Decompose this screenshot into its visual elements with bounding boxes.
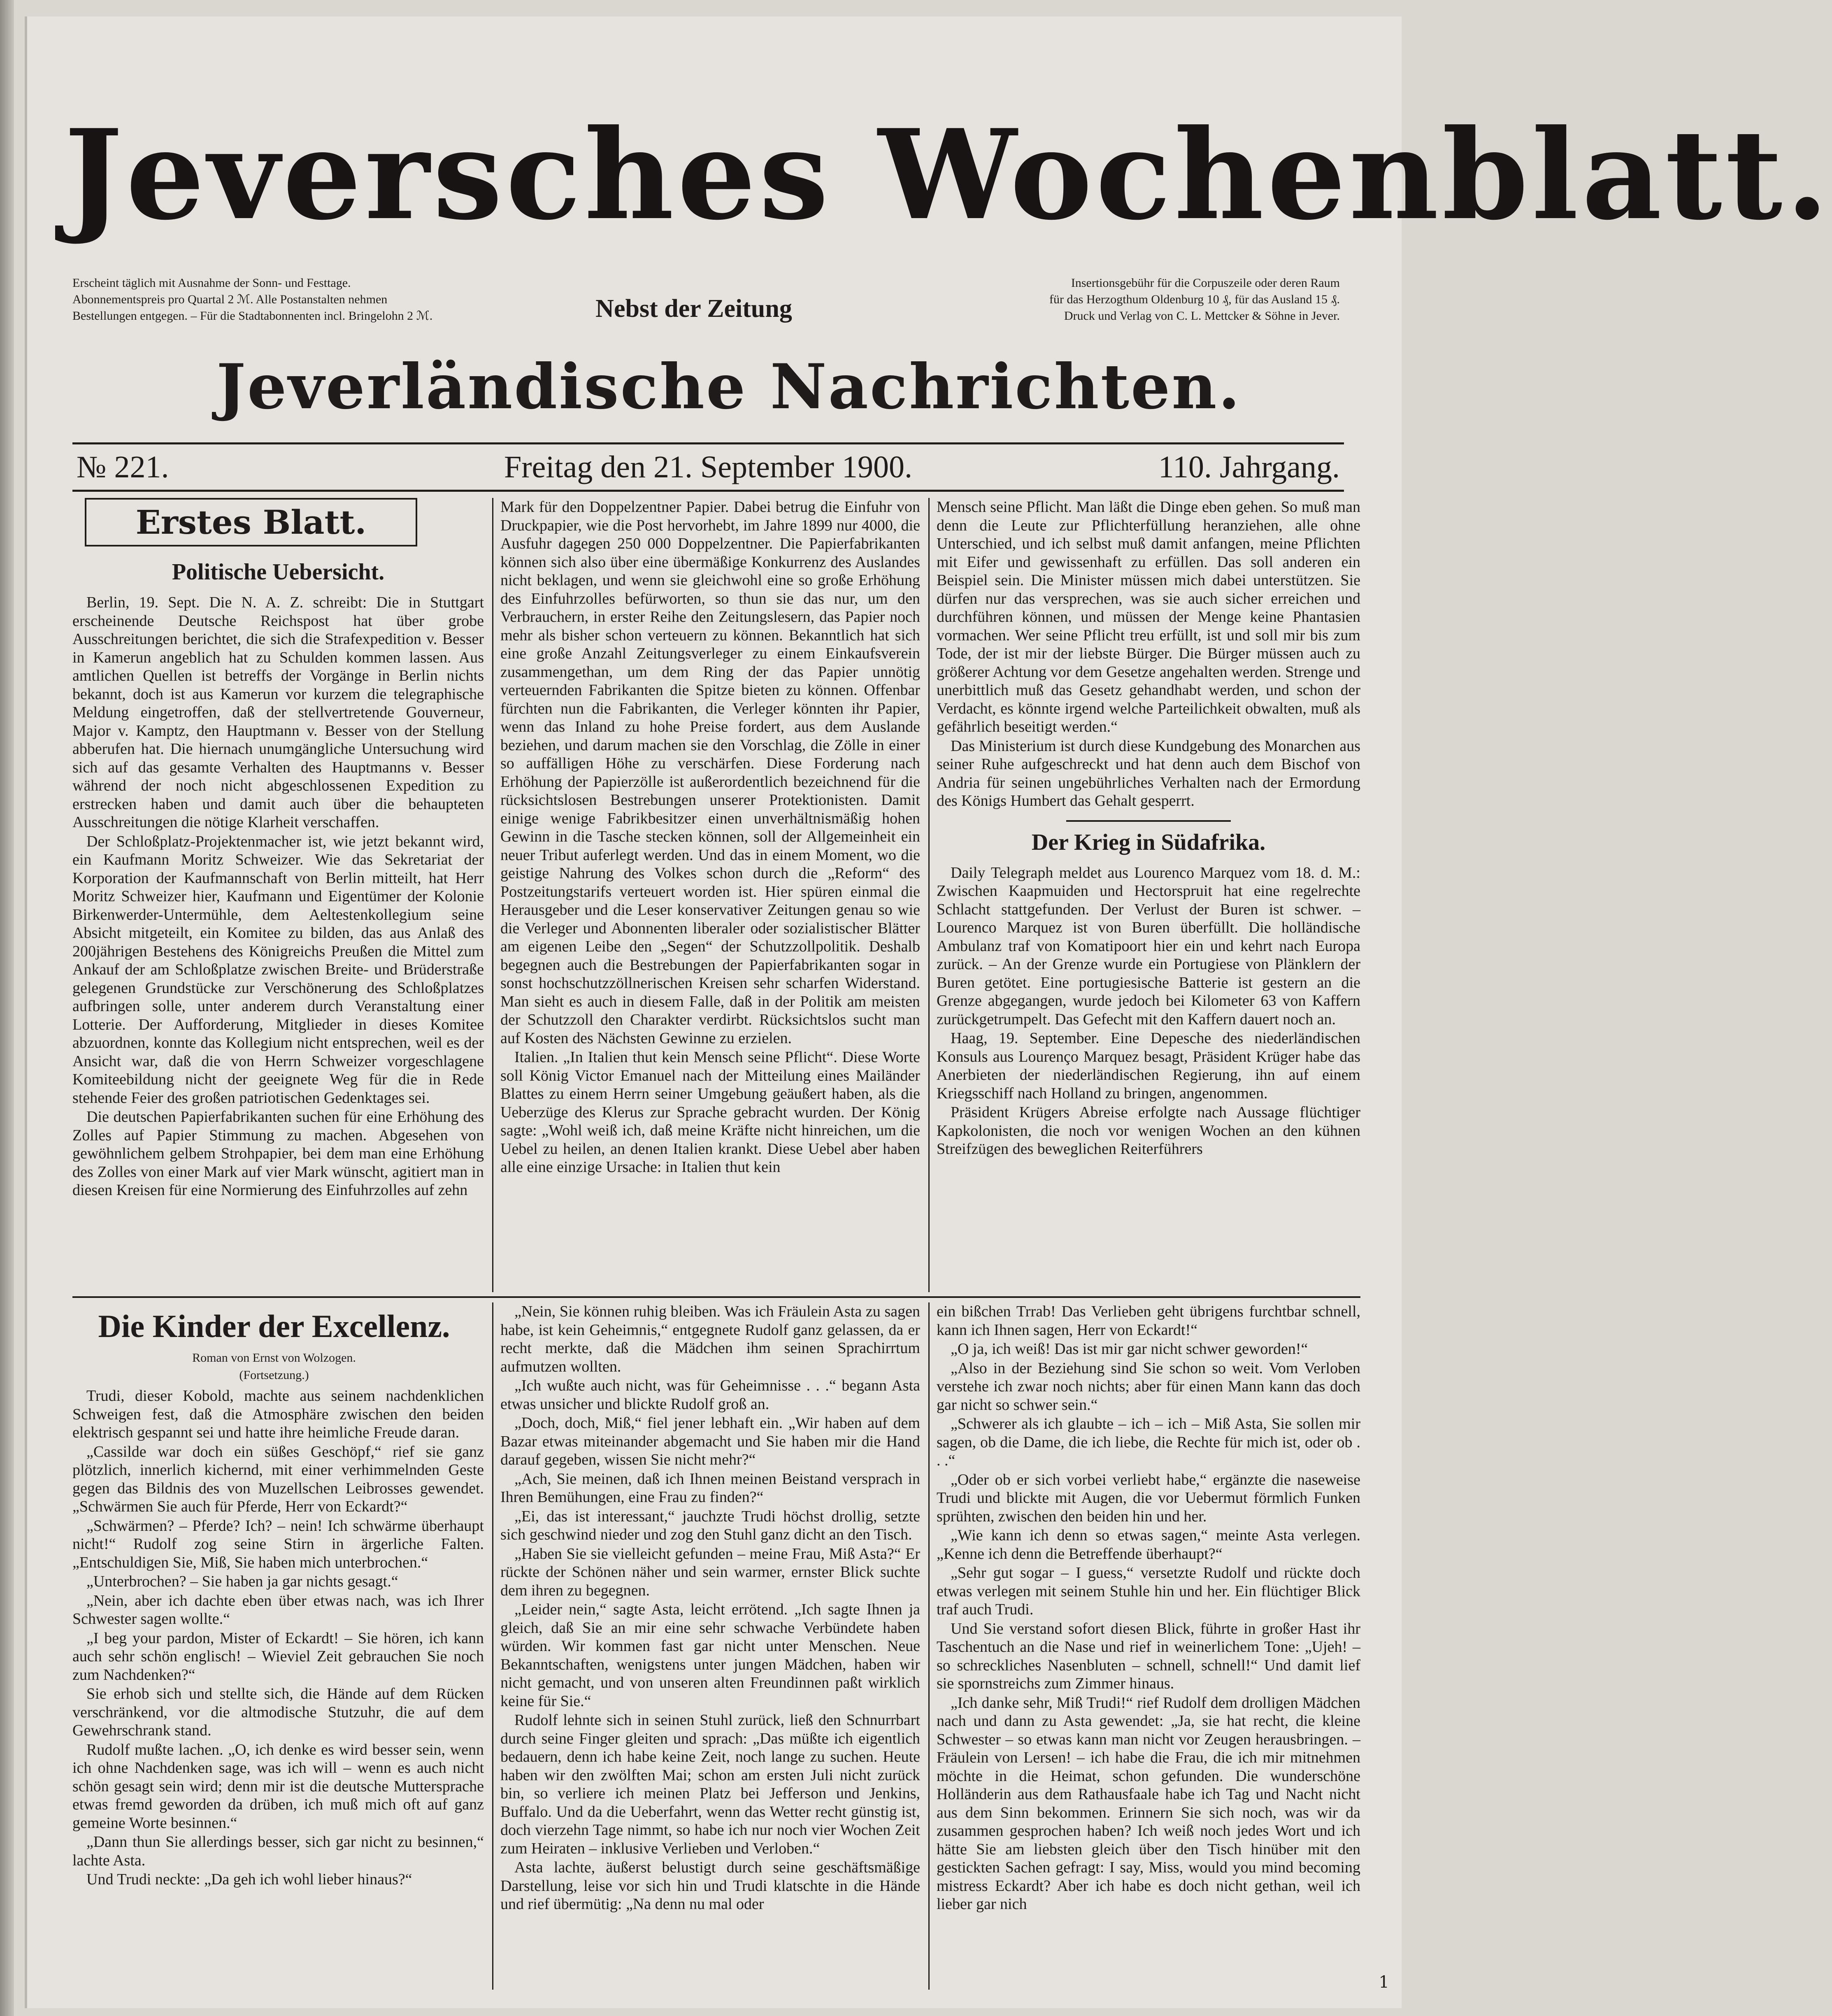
info-line: Bestellungen entgegen. – Für die Stadtabonnenten incl. Bringelohn 2 ℳ. (72, 309, 433, 323)
paragraph: Und Trudi neckte: „Da geh ich wohl lieber hinaus?“ (86, 1871, 412, 1888)
paragraph: Italien. „In Italien thut kein Mensch seine Pflicht“. Diese Worte soll König Victor Emanuel nach der Mitteilung eines Mailänder Blattes zu einem Herrn seiner Umgebung geäußert haben, als die Ueberzüge des Klerus zur Sprache gebracht wurden. Der König sagte: „Wohl weiß ich, daß meine Kräfte nicht hinreichen, um die Uebel zu heilen, an denen Italien krankt. Diese Uebel aber haben alle eine einzige Ursache: in Italien thut kein (500, 1049, 920, 1176)
dateline (72, 442, 1344, 492)
paragraph: ein bißchen Trrab! Das Verlieben geht übrigens furchtbar schnell, kann ich Ihnen sagen, Herr von Eckardt!“ (937, 1303, 1360, 1339)
paragraph: „Ich wußte auch nicht, was für Geheimnisse . . .“ begann Asta etwas unsicher und blickte Rudolf groß an. (500, 1377, 920, 1413)
paragraph: Haag, 19. September. Eine Depesche des niederländischen Konsuls aus Lourenço Marquez besagt, Präsident Krüger habe das Anerbieten der niederländischen Regierung, ihn auf einem Kriegsschiff nach Holland zu bringen, angenommen. (937, 1030, 1360, 1102)
paragraph: „Doch, doch, Miß,“ fiel jener lebhaft ein. „Wir haben auf dem Bazar etwas miteinander abgemacht und Sie haben mir die Hand darauf gegeben, wissen Sie nicht mehr?“ (500, 1414, 920, 1468)
column-rule (492, 1302, 493, 1990)
paragraph: „Ach, Sie meinen, daß ich Ihnen meinen Beistand versprach in Ihren Bemühungen, eine Frau zu finden?“ (500, 1470, 920, 1506)
paragraph: Sie erhob sich und stellte sich, die Hände auf dem Rücken verschränkend, vor die altmodische Stutzuhr, die auf dem Gewehrschrank stand. (72, 1685, 484, 1739)
paragraph: Der Schloßplatz-Projektenmacher ist, wie jetzt bekannt wird, ein Kaufmann Moritz Schweizer. Wie das Sekretariat der Korporation der Kaufmannschaft von Berlin mitteilt, hat Herr Moritz Schweizer hier, Kaufmann und Eigentümer der Kolonie Birkenwerder-Untermühle, dem Aeltestenkollegium seine Absicht mitgeteilt, ein Komitee zu bilden, das aus Anlaß des 200jährigen Bestehens des Königreichs Preußen die Mittel zum Ankauf der am Schloßplatze zwischen Breite- und Brüderstraße gelegenen Grundstücke zur Verschönerung des Schloßplatzes aufbringen solle, unter anderem durch Veranstaltung einer Lotterie. Der Aufforderung, Mitglieder in dieses Komitee abzuordnen, konnte das Kollegium nicht entsprechen, weil es der Ansicht war, daß die von Herrn Schweizer vorgeschlagene Komiteebildung nicht der geeignete Weg für die in Rede stehende Feier des großen patriotischen Gedenktages sei. (72, 832, 484, 1107)
novel-title: Die Kinder der Excellenz. (98, 1308, 450, 1344)
paragraph: „I beg your pardon, Mister of Eckardt! – Sie hören, ich kann auch sehr schön englisch! – Wieviel Zeit gebrauchen Sie noch zum Nachdenken?“ (72, 1629, 484, 1683)
info-line: Erscheint täglich mit Ausnahme der Sonn- und Festtage. (72, 276, 351, 290)
newspaper-page (25, 16, 1832, 2008)
paragraph: Rudolf lehnte sich in seinen Stuhl zurück, ließ den Schnurrbart durch seine Finger gleiten und sprach: „Das müßte ich eigentlich bedauern, denn ich habe keine Zeit, noch lange zu suchen. Heute haben wir den zwölften Mai; schon am ersten Juli nicht zurück bin, so verliere ich meinen Platz bei Jefferson und Jenkins, Buffalo. Und da die Ueberfahrt, wenn das Wetter recht günstig ist, doch vierzehn Tage nimmt, so habe ich nur noch vier Wochen Zeit zum Heiraten – inklusive Verlieben und Verloben.“ (500, 1711, 920, 1857)
paragraph: „Ei, das ist interessant,“ jauchzte Trudi höchst drollig, setzte sich geschwind nieder und zog den Stuhl ganz dicht an den Tisch. (500, 1507, 920, 1543)
politics-column-3 (937, 498, 1360, 1159)
paragraph: Daily Telegraph meldet aus Lourenco Marquez vom 18. d. M.: Zwischen Kaapmuiden und Hectorspruit hat eine regelrechte Schlacht stattgefunden. Der Verlust der Buren ist schwer. – Lourenco Marquez ist von Buren überfüllt. Die holländische Ambulanz traf von Komatipoort hier ein und kehrt nach Europa zurück. – An der Grenze wurde ein Portugiese von Plänklern der Buren getötet. Eine portugiesische Batterie ist gestern an die Grenze abgegangen, wurde jedoch bei Kilometer 63 von Kaffern zurückgetrumpelt. Das Gefecht mit den Kaffern dauert noch an. (937, 864, 1360, 1028)
paragraph: „Haben Sie sie vielleicht gefunden – meine Frau, Miß Asta?“ Er rückte der Schönen näher und sein warmer, ernster Blick suchte dem ihren zu begegnen. (500, 1545, 920, 1599)
paragraph: „Unterbrochen? – Sie haben ja gar nichts gesagt.“ (86, 1573, 398, 1590)
paragraph: „Schwärmen? – Pferde? Ich? – nein! Ich schwärme überhaupt nicht!“ Rudolf zog seine Stirn in ärgerliche Falten. „Entschuldigen Sie, Miß, Sie haben mich unterbrochen.“ (72, 1517, 484, 1571)
info-line: für das Herzogthum Oldenburg 10 ₰, für das Ausland 15 ₰. (1049, 293, 1340, 306)
info-line: Druck und Verlag von C. L. Mettcker & Söhne in Jever. (1064, 309, 1340, 323)
masthead-subtitle: Jeverländische Nachrichten. (216, 351, 1241, 423)
politics-column-1 (72, 551, 484, 1200)
supplement-note: Nebst der Zeitung (595, 295, 792, 323)
masthead-title: Jeversches Wochenblatt. (64, 102, 1832, 247)
issue-date: Freitag den 21. September 1900. (504, 450, 912, 484)
paragraph: Und Sie verstand sofort diesen Blick, führte in großer Hast ihr Taschentuch an die Nase und rief in weinerlichem Tone: „Ujeh! – so schreckliches Nasenbluten – schnell, schnell!“ Und damit lief sie spornstreichs zum Zimmer hinaus. (937, 1620, 1360, 1692)
novel-column-3 (937, 1302, 1360, 1914)
paragraph: Präsident Krügers Abreise erfolgte nach Aussage flüchtiger Kapkolonisten, die noch vor wenigen Wochen an den kühnen Streifzügen des beweglichen Reiterführers (937, 1104, 1360, 1158)
paragraph: Das Ministerium ist durch diese Kundgebung des Monarchen aus seiner Ruhe aufgeschreckt und hat denn auch dem Bischof von Andria für seinen ungebührliches Verhalten nach der Ermordung des Königs Humbert das Gehalt gesperrt. (937, 737, 1360, 809)
paragraph: Mensch seine Pflicht. Man läßt die Dinge eben gehen. So muß man denn die Leute zur Pflichterfüllung heranziehen, alle ohne Unterschied, und ich selbst muß damit anfangen, meine Pflichten mit Eifer und gewissenhaft zu erfüllen. Das soll anderen ein Beispiel sein. Die Minister müssen mich dabei unterstützen. Sie dürfen nur das versprechen, was sie auch sicher erreichen und durchführen können, und müssen der Menge keine Phantasien vormachen. Wer seine Pflicht treu erfüllt, ist und soll mir bis zum Tode, der ist mir der liebste Bürger. Die Bürger müssen auch zu größerer Achtung vor dem Gesetze angehalten werden. Strenge und unerbittlich muß das Gesetz gehandhabt werden, und schon der Verdacht, es könnte irgend welche Parteilichkeit obwalten, muß als gefährlich beseitigt werden.“ (937, 498, 1360, 735)
paragraph: „Oder ob er sich vorbei verliebt habe,“ ergänzte die naseweise Trudi und blickte mit Augen, die vor Uebermut förmlich Funken sprühten, zwischen den beiden hin und her. (937, 1471, 1360, 1525)
paragraph: Rudolf mußte lachen. „O, ich denke es wird besser sein, wenn ich ohne Nachdenken sage, was ich will – wenn es auch nicht schön gesagt sein wird; denn mir ist die deutsche Muttersprache etwas fremd geworden da drüben, ich muß mich oft auf ganz gemeine Worte besinnen.“ (72, 1741, 484, 1832)
advertising-info (887, 275, 1340, 324)
paragraph: „Nein, Sie können ruhig bleiben. Was ich Fräulein Asta zu sagen habe, ist kein Geheimnis,“ entgegnete Rudolf ganz gelassen, da er recht merkte, daß die Mädchen ihm seinen Sprachirrtum aufmutzen wollten. (500, 1303, 920, 1375)
paragraph: „Dann thun Sie allerdings besser, sich gar nicht zu besinnen,“ lachte Asta. (72, 1833, 484, 1869)
volume-year: 110. Jahrgang. (1158, 450, 1340, 484)
paragraph: Die deutschen Papierfabrikanten suchen für eine Erhöhung des Zolles auf Papier Stimmung zu machen. Abgesehen von gewöhnlichem gelbem Strohpapier, bei dem man eine Erhöhung des Zolles von einer Mark auf vier Mark wünscht, agitiert man in diesen Kreisen für eine Normierung des Einfuhrzolles auf zehn (72, 1108, 484, 1199)
novel-continuation: (Fortsetzung.) (239, 1368, 309, 1382)
section-rule (1066, 820, 1231, 822)
section-heading: Politische Uebersicht. (172, 559, 385, 585)
page-mark: 1 (1379, 1973, 1389, 1992)
paragraph: „Wie kann ich denn so etwas sagen,“ meinte Asta verlegen. „Kenne ich denn die Betreffende überhaupt?“ (937, 1527, 1360, 1563)
novel-column-1 (72, 1387, 484, 1890)
paragraph: Berlin, 19. Sept. Die N. A. Z. schreibt: Die in Stuttgart erscheinende Deutsche Reichspost hat über grobe Ausschreitungen berichtet, die sich die Strafexpedition v. Besser in Kamerun angeblich hat zu Schulden kommen lassen. Aus amtlichen Quellen ist betreffs der Vorgänge in Berlin nichts bekannt, doch ist aus Kamerun vor kurzem die telegraphische Meldung eingetroffen, daß der stellvertretende Gouverneur, Major v. Kamptz, den Hauptmann v. Besser von der Stellung abberufen hat. Die hiernach unumgängliche Untersuchung wird sich auf das gesamte Verhalten des Hauptmanns v. Besser während der noch nicht abgeschlossenen Expedition zu erstrecken haben und damit auch über die behaupteten Ausschreitungen die nötige Klarheit verschaffen. (72, 594, 484, 831)
paragraph: Asta lachte, äußerst belustigt durch seine geschäftsmäßige Darstellung, leise vor sich hin und Trudi klatschte in die Hände und rief übermütig: „Na denn nu mal oder (500, 1859, 920, 1913)
sheet-label: Erstes Blatt. (85, 498, 417, 546)
paragraph: „Also in der Beziehung sind Sie schon so weit. Vom Verloben verstehe ich zwar noch nichts; aber für einen Mann kann das doch gar nicht so schwer sein.“ (937, 1359, 1360, 1414)
paragraph: Mark für den Doppelzentner Papier. Dabei betrug die Einfuhr von Druckpapier, wie die Post hervorhebt, im Jahre 1899 nur 4000, die Ausfuhr dagegen 250 000 Doppelzentner. Die Papierfabrikanten können sich also über eine übermäßige Konkurrenz des Auslandes nicht beklagen, und wenn sie gleichwohl eine so große Erhöhung des Einfuhrzolles befürworten, so thun sie das nur, um den Verbrauchern, in erster Reihe den Zeitungslesern, das Papier noch mehr als bisher schon verteuern zu können. Bekanntlich hat sich eine große Anzahl Zeitungsverleger zu einem Einkaufsverein zusammengethan, um dem Ring der das Papier unnötig verteuernden Fabrikanten die Spitze bieten zu können. Offenbar fürchten nun die Fabrikanten, die Verleger könnten ihr Papier, wenn das Inland zu hohe Preise fordert, aus dem Auslande beziehen, und darum machen sie den Vorschlag, die Zölle in einer so auffälligen Höhe zu verschärfen. Diese Forderung nach Erhöhung der Papierzölle ist außerordentlich bezeichnend für die rücksichtslosen Bestrebungen unserer Protektionisten. Damit einige wenige Fabrikbesitzer einen unverhältnismäßig hohen Gewinn in die Tasche stecken können, soll der Allgemeinheit ein neuer Tribut auferlegt werden. Und das in einem Moment, wo die geistige Nahrung des Volkes schon durch die „Reform“ des Postzeitungstarifs verteuert worden ist. Hier spüren einmal die Herausgeber und die Leser konservativer Zeitungen genau so wie die Verleger und Abonnenten liberaler oder sozialistischer Blätter am eigenen Leibe den „Segen“ der Schutzzollpolitik. Deshalb begegnen auch die Bestrebungen der Papierfabrikanten sogar in sonst hochschutzzöllnerischen Kreisen sehr scharfen Widerstand. Man sieht es auch in diesem Falle, daß in der Politik am meisten der Schutzzoll den Charakter verdirbt. Rücksichtslos sucht man auf Kosten des Nächsten Gewinne zu erzielen. (500, 498, 920, 1047)
paragraph: „Sehr gut sogar – I guess,“ versetzte Rudolf und rückte doch etwas verlegen mit seinem Stuhle hin und her. Ein flüchtiger Blick traf auch Trudi. (937, 1564, 1360, 1618)
book-spine (0, 0, 14, 2016)
column-rule (928, 498, 930, 1292)
column-rule (492, 498, 493, 1292)
novel-author: Roman von Ernst von Wolzogen. (192, 1351, 356, 1365)
novel-column-2 (500, 1302, 920, 1914)
politics-column-2 (500, 498, 920, 1177)
paragraph: „O ja, ich weiß! Das ist mir gar nicht schwer geworden!“ (951, 1340, 1308, 1358)
paragraph: Trudi, dieser Kobold, machte aus seinem nachdenklichen Schweigen fest, daß die Atmosphäre zwischen den beiden elektrisch gespannt sei und hatte ihre heimliche Freude daran. (72, 1387, 484, 1441)
paragraph: „Leider nein,“ sagte Asta, leicht errötend. „Ich sagte Ihnen ja gleich, daß Sie an mir eine sehr schwache Verbündete haben würden. Wir kommen fast gar nicht unter Menschen. Neue Bekanntschaften, wenigstens unter jungen Mädchen, haben wir nicht gemacht, und von unseren alten Freundinnen paßt wirklich keine für Sie.“ (500, 1601, 920, 1710)
paragraph: „Nein, aber ich dachte eben über etwas nach, was ich Ihrer Schwester sagen wollte.“ (72, 1592, 484, 1628)
issue-number: № 221. (77, 450, 169, 484)
info-line: Abonnementspreis pro Quartal 2 ℳ. Alle Postanstalten nehmen (72, 293, 388, 306)
paragraph: „Cassilde war doch ein süßes Geschöpf,“ rief sie ganz plötzlich, innerlich kichernd, mit einer verhimmelnden Geste gegen das Bildnis des von Muzellschen Leibrosses gewendet. „Schwärmen Sie auch für Pferde, Herr von Eckardt?“ (72, 1443, 484, 1515)
column-rule (928, 1302, 930, 1990)
paragraph: „Ich danke sehr, Miß Trudi!“ rief Rudolf dem drolligen Mädchen nach und dann zu Asta gewendet: „Ja, sie hat recht, die kleine Schwester – so etwas kann man nicht vor Zeugen herausbringen. – Fräulein von Lersen! – ich habe die Frau, die ich mir mitnehmen möchte in die Heimat, schon gefunden. Die wunderschöne Holländerin aus dem Rathausfaale habe ich Tag und Nacht nicht aus dem Sinn bekommen. Erinnern Sie sich noch, was wir da zusammen gesprochen haben? Ich weiß noch jedes Wort und ich hätte Sie am liebsten gleich über den Tisch hinüber mit den gestickten Sachen gefragt: I say, Miss, would you mind becoming mistress Eckardt? Aber ich habe es doch nicht gethan, weil ich lieber gar nich (937, 1694, 1360, 1913)
war-heading: Der Krieg in Südafrika. (1031, 829, 1266, 855)
subscription-info (72, 275, 537, 324)
feuilleton-rule (72, 1296, 1360, 1298)
paragraph: „Schwerer als ich glaubte – ich – ich – Miß Asta, Sie sollen mir sagen, ob die Dame, die ich liebe, die Rechte für mich ist, oder ob . . .“ (937, 1415, 1360, 1469)
info-line: Insertionsgebühr für die Corpuszeile oder deren Raum (1071, 276, 1340, 290)
